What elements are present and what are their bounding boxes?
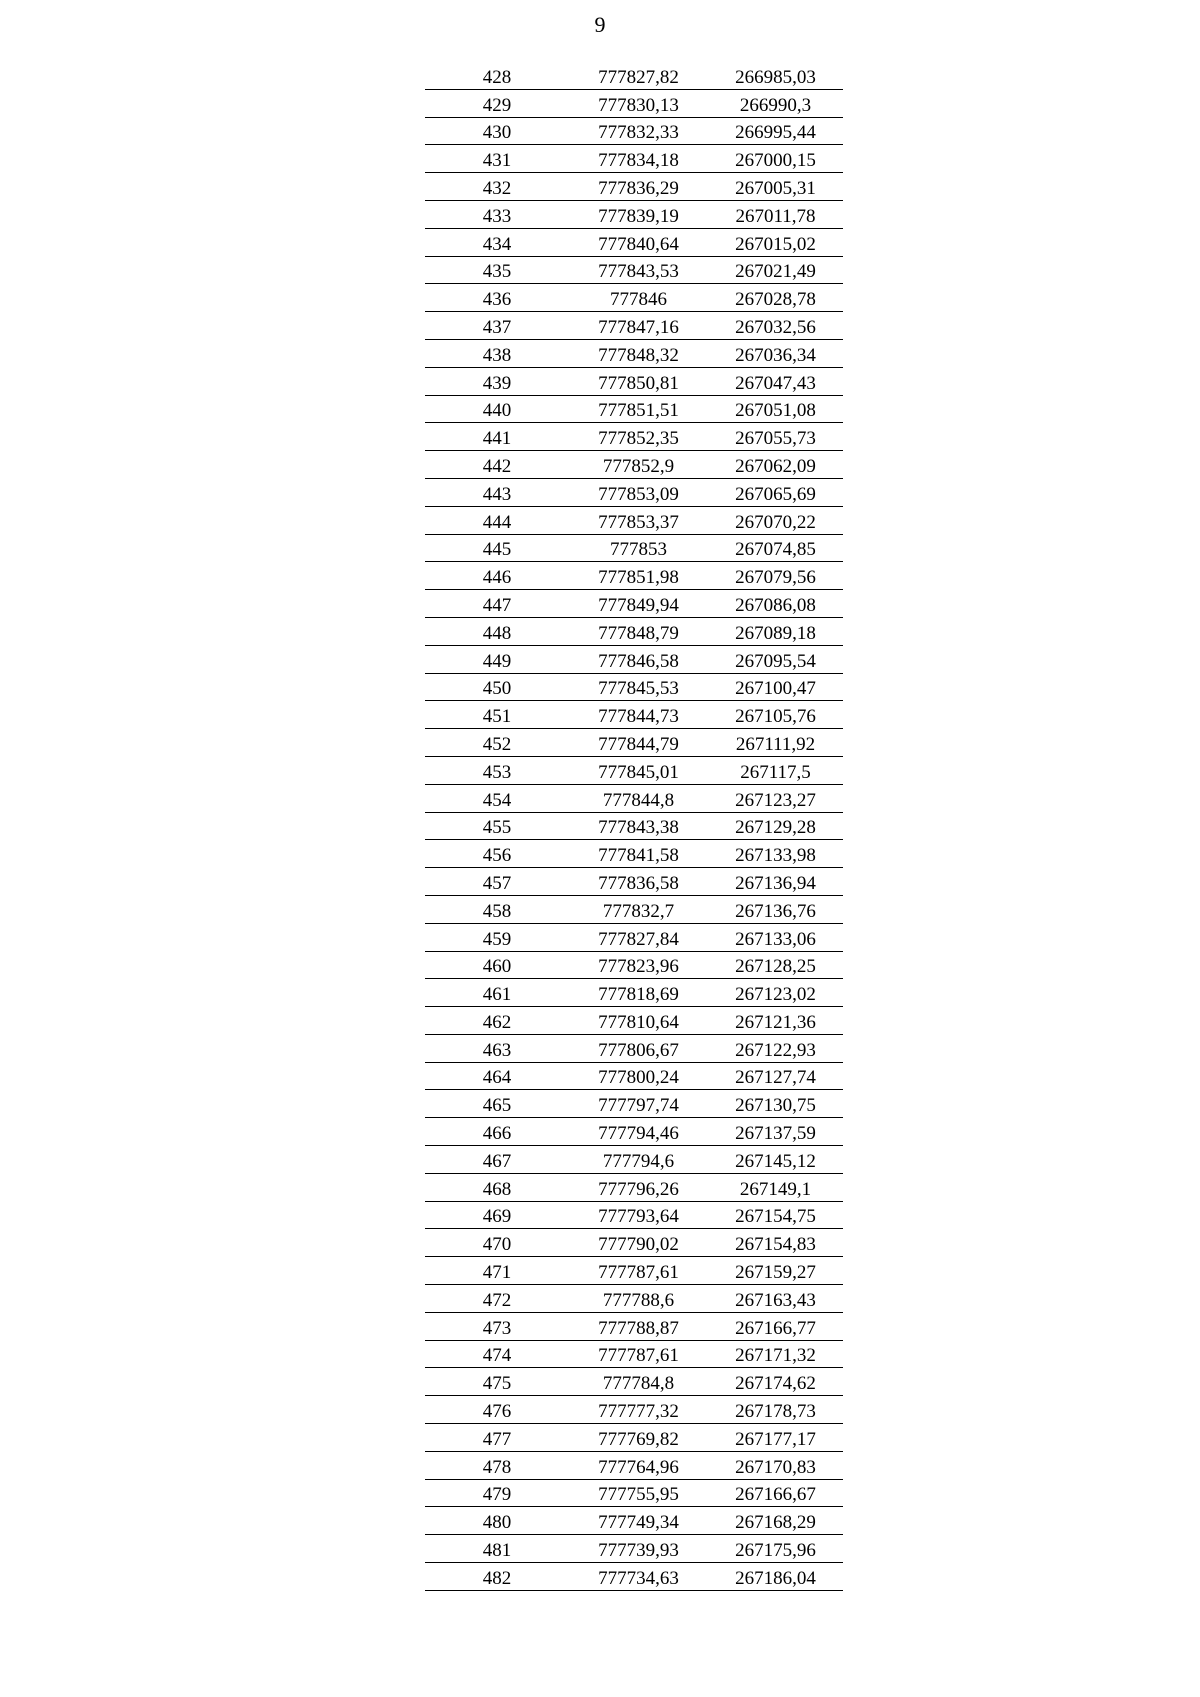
- table-row: [425, 1118, 843, 1146]
- point-number-cell: 482: [425, 1563, 569, 1591]
- table-row: [425, 1034, 843, 1062]
- table-row: [425, 1229, 843, 1257]
- x-coordinate-cell: 777794,46: [569, 1118, 708, 1146]
- table-row: [425, 701, 843, 729]
- x-coordinate-cell: 777784,8: [569, 1368, 708, 1396]
- x-coordinate-cell: 777852,9: [569, 451, 708, 479]
- y-coordinate-cell: 267005,31: [708, 173, 843, 201]
- table-row: [425, 395, 843, 423]
- point-number-cell: 429: [425, 89, 569, 117]
- coordinates-table-body: [425, 62, 843, 1590]
- x-coordinate-cell: 777847,16: [569, 312, 708, 340]
- table-row: [425, 729, 843, 757]
- table-row: [425, 756, 843, 784]
- page-number: 9: [594, 12, 606, 37]
- x-coordinate-cell: 777827,82: [569, 62, 708, 89]
- y-coordinate-cell: 267095,54: [708, 645, 843, 673]
- y-coordinate-cell: 267122,93: [708, 1034, 843, 1062]
- point-number-cell: 451: [425, 701, 569, 729]
- y-coordinate-cell: 267123,02: [708, 979, 843, 1007]
- y-coordinate-cell: 266985,03: [708, 62, 843, 89]
- table-row: [425, 117, 843, 145]
- x-coordinate-cell: 777850,81: [569, 367, 708, 395]
- table-row: [425, 1062, 843, 1090]
- x-coordinate-cell: 777848,32: [569, 339, 708, 367]
- y-coordinate-cell: 267145,12: [708, 1146, 843, 1174]
- table-row: [425, 62, 843, 89]
- y-coordinate-cell: 267166,77: [708, 1312, 843, 1340]
- point-number-cell: 457: [425, 868, 569, 896]
- x-coordinate-cell: 777836,29: [569, 173, 708, 201]
- x-coordinate-cell: 777755,95: [569, 1479, 708, 1507]
- y-coordinate-cell: 267168,29: [708, 1507, 843, 1535]
- point-number-cell: 431: [425, 145, 569, 173]
- point-number-cell: 469: [425, 1201, 569, 1229]
- y-coordinate-cell: 267111,92: [708, 729, 843, 757]
- point-number-cell: 455: [425, 812, 569, 840]
- y-coordinate-cell: 267178,73: [708, 1396, 843, 1424]
- point-number-cell: 460: [425, 951, 569, 979]
- x-coordinate-cell: 777787,61: [569, 1257, 708, 1285]
- x-coordinate-cell: 777853,37: [569, 506, 708, 534]
- point-number-cell: 440: [425, 395, 569, 423]
- y-coordinate-cell: 267011,78: [708, 200, 843, 228]
- x-coordinate-cell: 777845,53: [569, 673, 708, 701]
- y-coordinate-cell: 267154,75: [708, 1201, 843, 1229]
- x-coordinate-cell: 777841,58: [569, 840, 708, 868]
- x-coordinate-cell: 777844,79: [569, 729, 708, 757]
- x-coordinate-cell: 777796,26: [569, 1173, 708, 1201]
- table-row: [425, 923, 843, 951]
- point-number-cell: 432: [425, 173, 569, 201]
- point-number-cell: 441: [425, 423, 569, 451]
- point-number-cell: 477: [425, 1424, 569, 1452]
- y-coordinate-cell: 267128,25: [708, 951, 843, 979]
- table-row: [425, 1563, 843, 1591]
- x-coordinate-cell: 777739,93: [569, 1535, 708, 1563]
- y-coordinate-cell: 267051,08: [708, 395, 843, 423]
- x-coordinate-cell: 777787,61: [569, 1340, 708, 1368]
- point-number-cell: 444: [425, 506, 569, 534]
- x-coordinate-cell: 777846: [569, 284, 708, 312]
- point-number-cell: 446: [425, 562, 569, 590]
- y-coordinate-cell: 267175,96: [708, 1535, 843, 1563]
- y-coordinate-cell: 267170,83: [708, 1451, 843, 1479]
- x-coordinate-cell: 777846,58: [569, 645, 708, 673]
- table-row: [425, 1451, 843, 1479]
- point-number-cell: 461: [425, 979, 569, 1007]
- y-coordinate-cell: 266995,44: [708, 117, 843, 145]
- table-row: [425, 784, 843, 812]
- y-coordinate-cell: 267000,15: [708, 145, 843, 173]
- x-coordinate-cell: 777764,96: [569, 1451, 708, 1479]
- y-coordinate-cell: 267186,04: [708, 1563, 843, 1591]
- table-row: [425, 1257, 843, 1285]
- x-coordinate-cell: 777797,74: [569, 1090, 708, 1118]
- x-coordinate-cell: 777800,24: [569, 1062, 708, 1090]
- y-coordinate-cell: 267055,73: [708, 423, 843, 451]
- x-coordinate-cell: 777823,96: [569, 951, 708, 979]
- y-coordinate-cell: 267015,02: [708, 228, 843, 256]
- y-coordinate-cell: 267105,76: [708, 701, 843, 729]
- x-coordinate-cell: 777853: [569, 534, 708, 562]
- x-coordinate-cell: 777836,58: [569, 868, 708, 896]
- x-coordinate-cell: 777843,53: [569, 256, 708, 284]
- x-coordinate-cell: 777788,87: [569, 1312, 708, 1340]
- table-row: [425, 617, 843, 645]
- table-row: [425, 1285, 843, 1313]
- table-row: [425, 145, 843, 173]
- y-coordinate-cell: 267079,56: [708, 562, 843, 590]
- x-coordinate-cell: 777827,84: [569, 923, 708, 951]
- point-number-cell: 479: [425, 1479, 569, 1507]
- table-row: [425, 1007, 843, 1035]
- table-row: [425, 256, 843, 284]
- x-coordinate-cell: 777830,13: [569, 89, 708, 117]
- point-number-cell: 452: [425, 729, 569, 757]
- x-coordinate-cell: 777840,64: [569, 228, 708, 256]
- table-row: [425, 979, 843, 1007]
- table-row: [425, 590, 843, 618]
- point-number-cell: 448: [425, 617, 569, 645]
- point-number-cell: 434: [425, 228, 569, 256]
- y-coordinate-cell: 267137,59: [708, 1118, 843, 1146]
- x-coordinate-cell: 777788,6: [569, 1285, 708, 1313]
- point-number-cell: 472: [425, 1285, 569, 1313]
- point-number-cell: 471: [425, 1257, 569, 1285]
- y-coordinate-cell: 267121,36: [708, 1007, 843, 1035]
- coordinates-table: [425, 62, 843, 1591]
- table-row: [425, 1146, 843, 1174]
- y-coordinate-cell: 267074,85: [708, 534, 843, 562]
- point-number-cell: 443: [425, 478, 569, 506]
- table-row: [425, 173, 843, 201]
- point-number-cell: 438: [425, 339, 569, 367]
- table-row: [425, 673, 843, 701]
- table-row: [425, 1507, 843, 1535]
- x-coordinate-cell: 777777,32: [569, 1396, 708, 1424]
- table-row: [425, 645, 843, 673]
- y-coordinate-cell: 267032,56: [708, 312, 843, 340]
- point-number-cell: 463: [425, 1034, 569, 1062]
- point-number-cell: 480: [425, 1507, 569, 1535]
- table-row: [425, 228, 843, 256]
- point-number-cell: 450: [425, 673, 569, 701]
- y-coordinate-cell: 266990,3: [708, 89, 843, 117]
- y-coordinate-cell: 267062,09: [708, 451, 843, 479]
- y-coordinate-cell: 267028,78: [708, 284, 843, 312]
- table-row: [425, 1201, 843, 1229]
- point-number-cell: 454: [425, 784, 569, 812]
- table-row: [425, 284, 843, 312]
- table-row: [425, 1535, 843, 1563]
- table-row: [425, 951, 843, 979]
- y-coordinate-cell: 267021,49: [708, 256, 843, 284]
- point-number-cell: 437: [425, 312, 569, 340]
- table-row: [425, 1479, 843, 1507]
- table-row: [425, 451, 843, 479]
- x-coordinate-cell: 777844,8: [569, 784, 708, 812]
- table-row: [425, 1396, 843, 1424]
- x-coordinate-cell: 777848,79: [569, 617, 708, 645]
- table-row: [425, 312, 843, 340]
- point-number-cell: 474: [425, 1340, 569, 1368]
- x-coordinate-cell: 777794,6: [569, 1146, 708, 1174]
- y-coordinate-cell: 267086,08: [708, 590, 843, 618]
- point-number-cell: 465: [425, 1090, 569, 1118]
- y-coordinate-cell: 267174,62: [708, 1368, 843, 1396]
- y-coordinate-cell: 267136,94: [708, 868, 843, 896]
- point-number-cell: 473: [425, 1312, 569, 1340]
- x-coordinate-cell: 777790,02: [569, 1229, 708, 1257]
- point-number-cell: 449: [425, 645, 569, 673]
- table-row: [425, 534, 843, 562]
- y-coordinate-cell: 267154,83: [708, 1229, 843, 1257]
- y-coordinate-cell: 267117,5: [708, 756, 843, 784]
- y-coordinate-cell: 267159,27: [708, 1257, 843, 1285]
- point-number-cell: 475: [425, 1368, 569, 1396]
- point-number-cell: 462: [425, 1007, 569, 1035]
- y-coordinate-cell: 267036,34: [708, 339, 843, 367]
- x-coordinate-cell: 777849,94: [569, 590, 708, 618]
- y-coordinate-cell: 267100,47: [708, 673, 843, 701]
- point-number-cell: 435: [425, 256, 569, 284]
- x-coordinate-cell: 777832,33: [569, 117, 708, 145]
- x-coordinate-cell: 777839,19: [569, 200, 708, 228]
- table-row: [425, 506, 843, 534]
- point-number-cell: 467: [425, 1146, 569, 1174]
- table-row: [425, 423, 843, 451]
- point-number-cell: 478: [425, 1451, 569, 1479]
- point-number-cell: 466: [425, 1118, 569, 1146]
- x-coordinate-cell: 777769,82: [569, 1424, 708, 1452]
- x-coordinate-cell: 777844,73: [569, 701, 708, 729]
- point-number-cell: 428: [425, 62, 569, 89]
- y-coordinate-cell: 267130,75: [708, 1090, 843, 1118]
- point-number-cell: 439: [425, 367, 569, 395]
- point-number-cell: 468: [425, 1173, 569, 1201]
- y-coordinate-cell: 267070,22: [708, 506, 843, 534]
- x-coordinate-cell: 777734,63: [569, 1563, 708, 1591]
- point-number-cell: 453: [425, 756, 569, 784]
- table-row: [425, 562, 843, 590]
- y-coordinate-cell: 267166,67: [708, 1479, 843, 1507]
- table-row: [425, 868, 843, 896]
- table-row: [425, 812, 843, 840]
- point-number-cell: 458: [425, 895, 569, 923]
- x-coordinate-cell: 777749,34: [569, 1507, 708, 1535]
- table-row: [425, 1312, 843, 1340]
- x-coordinate-cell: 777810,64: [569, 1007, 708, 1035]
- table-row: [425, 1368, 843, 1396]
- table-row: [425, 367, 843, 395]
- point-number-cell: 430: [425, 117, 569, 145]
- y-coordinate-cell: 267047,43: [708, 367, 843, 395]
- y-coordinate-cell: 267089,18: [708, 617, 843, 645]
- table-row: [425, 1173, 843, 1201]
- x-coordinate-cell: 777834,18: [569, 145, 708, 173]
- y-coordinate-cell: 267123,27: [708, 784, 843, 812]
- point-number-cell: 470: [425, 1229, 569, 1257]
- x-coordinate-cell: 777852,35: [569, 423, 708, 451]
- table-row: [425, 1424, 843, 1452]
- point-number-cell: 433: [425, 200, 569, 228]
- table-row: [425, 200, 843, 228]
- y-coordinate-cell: 267133,06: [708, 923, 843, 951]
- x-coordinate-cell: 777851,51: [569, 395, 708, 423]
- table-row: [425, 478, 843, 506]
- point-number-cell: 456: [425, 840, 569, 868]
- point-number-cell: 442: [425, 451, 569, 479]
- point-number-cell: 445: [425, 534, 569, 562]
- y-coordinate-cell: 267127,74: [708, 1062, 843, 1090]
- table-row: [425, 89, 843, 117]
- x-coordinate-cell: 777843,38: [569, 812, 708, 840]
- x-coordinate-cell: 777832,7: [569, 895, 708, 923]
- table-row: [425, 1090, 843, 1118]
- y-coordinate-cell: 267136,76: [708, 895, 843, 923]
- y-coordinate-cell: 267177,17: [708, 1424, 843, 1452]
- point-number-cell: 476: [425, 1396, 569, 1424]
- table-row: [425, 840, 843, 868]
- point-number-cell: 447: [425, 590, 569, 618]
- y-coordinate-cell: 267149,1: [708, 1173, 843, 1201]
- x-coordinate-cell: 777853,09: [569, 478, 708, 506]
- x-coordinate-cell: 777851,98: [569, 562, 708, 590]
- table-row: [425, 339, 843, 367]
- point-number-cell: 459: [425, 923, 569, 951]
- x-coordinate-cell: 777793,64: [569, 1201, 708, 1229]
- x-coordinate-cell: 777845,01: [569, 756, 708, 784]
- point-number-cell: 436: [425, 284, 569, 312]
- y-coordinate-cell: 267129,28: [708, 812, 843, 840]
- y-coordinate-cell: 267065,69: [708, 478, 843, 506]
- point-number-cell: 464: [425, 1062, 569, 1090]
- x-coordinate-cell: 777806,67: [569, 1034, 708, 1062]
- point-number-cell: 481: [425, 1535, 569, 1563]
- x-coordinate-cell: 777818,69: [569, 979, 708, 1007]
- y-coordinate-cell: 267163,43: [708, 1285, 843, 1313]
- table-row: [425, 1340, 843, 1368]
- y-coordinate-cell: 267133,98: [708, 840, 843, 868]
- table-row: [425, 895, 843, 923]
- y-coordinate-cell: 267171,32: [708, 1340, 843, 1368]
